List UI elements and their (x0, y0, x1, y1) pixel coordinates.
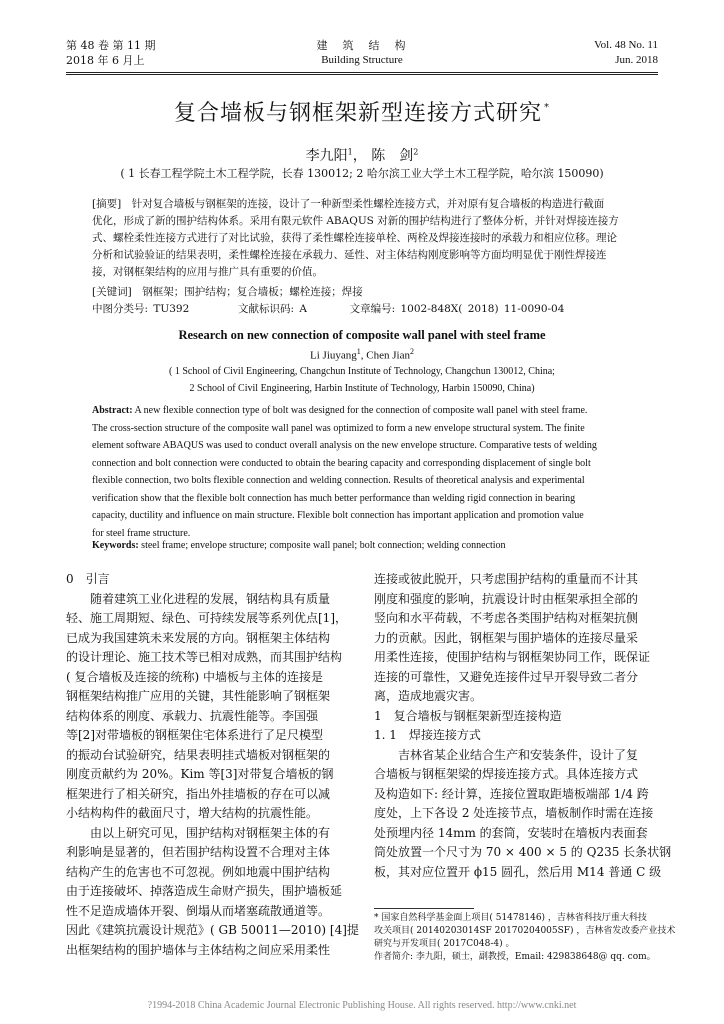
body-line: 轻、施工周期短、绿色、可持续发展等系列优点[1]， (66, 611, 348, 625)
author-1: 李九阳 (305, 148, 348, 164)
body-line: 小结构构件的截面尺寸，增大结构的抗震性能。 (66, 806, 319, 820)
abstract-en-line: for steel frame structure. (92, 527, 191, 539)
body-left-column (66, 570, 359, 960)
body-line: 因此《建筑抗震设计规范》( GB 50011—2010) [4]提 (66, 923, 359, 937)
body-line: 性不足造成墙体开裂、倒塌从而堵塞疏散通道等。 (66, 903, 331, 918)
body-line: 由以上研究可见，围护结构对钢框架主体的有 (90, 825, 331, 840)
abstract-en-line: A new flexible connection type of bolt was designed for the connection of composite wall panel with steel frame. (132, 405, 588, 416)
abstract-cn-line: 分析和试验验证的结果表明，柔性螺栓连接在承载力、延性、对主体结构刚度影响等方面均明显优于刚性焊接连 (92, 249, 607, 261)
abstract-cn-line: 式、螺栓柔性连接方式进行了对比试验，获得了柔性螺栓连接单栓、两栓及焊接连接时的承载力和相应位移。理论 (92, 232, 617, 244)
body-line: 力的贡献。因此，钢框架与围护墙体的连接尽量采 (374, 630, 639, 645)
section-heading-1: 1 复合墙板与钢框架新型连接构造 (374, 708, 562, 723)
body-line: 离，造成地震灾害。 (374, 689, 483, 703)
journal-en: Building Structure (321, 54, 403, 66)
section-heading-0: 0 引言 (66, 572, 110, 586)
header-rule-2 (66, 74, 658, 75)
body-line: 等[2]对带墙板的钢框架住宅体系进行了足尺模型 (66, 728, 323, 742)
keywords-cn: [关键词] 钢框架；围护结构；复合墙板；螺栓连接；焊接 (92, 286, 363, 298)
document-code: 文献标识码: A (237, 303, 307, 315)
header-rule (66, 72, 658, 73)
volume-en: Vol. 48 No. 11 (594, 39, 658, 51)
body-line: 筒处放置一个尺寸为 70 × 400 × 5 的 Q235 长条状钢 (374, 845, 672, 859)
footnote-line: * 国家自然科学基金面上项目( 51478146) ，吉林省科技厅重大科技 (374, 913, 647, 923)
date-en: Jun. 2018 (615, 54, 658, 66)
section-heading-1-1: 1. 1 焊接连接方式 (374, 728, 481, 742)
body-line: 的振动台试验研究，结果表明挂式墙板对钢框架的 (66, 747, 331, 762)
footnote-line: 作者简介: 李九阳，硕士，副教授，Email: 429838648@ qq. com。 (374, 952, 656, 962)
author-en-1: Li Jiuyang (310, 349, 357, 362)
abstract-en-line: verification show that the flexible bolt connection has much better performance than welding rigid connection in bearing (92, 492, 576, 504)
abstract-en-line: connection and bolt connection were conducted to obtain the bearing capacity and corresponding displacement of single bolt (92, 457, 591, 469)
footnote-line: 研究与开发项目( 2017C048-4) 。 (374, 939, 515, 949)
author-en-2: Chen Jian (366, 349, 410, 362)
abstract-en-line: The cross-section structure of the composite wall panel was optimized to form a new envelope structural system. The finite (92, 422, 585, 434)
body-line: 由于连接破坏、掉落造成生命财产损失，围护墙板延 (66, 884, 343, 898)
body-line: 合墙板与钢框架梁的焊接连接方式。具体连接方式 (374, 767, 639, 781)
abstract-en-line: element software ABAQUS was used to conduct overall analysis on the new envelope structure. Comparative tests of welding (92, 440, 597, 451)
abstract-en-line: capacity, ductility and influence on main structure. Flexible bolt connection has important application and promotion value (92, 510, 584, 521)
body-line: 板，其对应位置开 ϕ15 圆孔，然后用 M14 普通 C 级 (374, 864, 662, 879)
author-sep: ， (352, 148, 367, 164)
classification (92, 301, 564, 316)
authors-en: Li Jiuyang$^1$, Chen Jian$^2$ (310, 347, 414, 362)
body-line: 连接的可靠性，又避免连接件过早开裂导致二者分 (374, 669, 639, 684)
abstract-cn (92, 196, 640, 281)
volume-cn: 第 48 卷 第 11 期 (66, 39, 156, 52)
body-line: 已成为我国建筑未来发展的方向。钢框架主体结构 (66, 630, 331, 645)
title-footnote-mark: * (544, 102, 550, 113)
affiliation-cn: ( 1 长春工程学院土木工程学院，长春 130012; 2 哈尔滨工业大学土木工程学院，哈尔滨 150090) (120, 167, 604, 180)
abstract-cn-line: 优化，形成了新的围护结构体系。采用有限元软件 ABAQUS 对新的围护结构进行了整体分析，并针对焊接连接方 (92, 215, 619, 227)
keywords-en (92, 540, 506, 551)
body-line: 刚度贡献约为 20%。Kim 等[3]对带复合墙板的钢 (66, 767, 334, 781)
affiliation-en-2: 2 School of Civil Engineering, Harbin Institute of Technology, Harbin 150090, China) (189, 383, 535, 394)
footnote-line: 攻关项目( 20140203014SF 20170204005SF) ，吉林省发改委产业技术 (374, 926, 676, 936)
body-line: 连接或彼此脱开，只考虑围护结构的重量而不计其 (374, 572, 639, 586)
body-line: 出框架结构的围护墙体与主体结构之间应采用柔性 (66, 942, 331, 957)
keywords-en-label: Keywords: (92, 540, 139, 551)
body-line: 及构造如下: 经计算，连接位置取距墙板端部 1/4 跨 (374, 786, 649, 801)
title-cn: 复合墙板与钢框架新型连接方式研究 (173, 101, 542, 126)
body-line: 竖向和水平荷载，不考虑各类围护结构对框架抗侧 (374, 611, 639, 625)
body-line: 利影响是显著的，但若围护结构设置不合理对主体 (66, 845, 331, 859)
body-line: ( 复合墙板及连接的统称) 中墙板与主体的连接是 (66, 669, 323, 684)
header-right (594, 38, 658, 68)
journal-cn: 建 筑 结 构 (316, 39, 408, 52)
paper-title (0, 96, 724, 127)
footnote-rule (374, 908, 474, 909)
body-line: 随着建筑工业化进程的发展，钢结构具有质量 (90, 591, 331, 606)
affiliation-en-1: ( 1 School of Civil Engineering, Changchun Institute of Technology, Changchun 130012, China; (169, 366, 555, 377)
body-line: 结构体系的刚度、承载力、抗震性能等。李国强 (66, 708, 319, 723)
date-cn: 2018 年 6 月上 (66, 54, 145, 67)
copyright-footer: ?1994-2018 China Academic Journal Electronic Publishing House. All rights reserved. http://www.cnki.net (147, 1000, 577, 1011)
author-2: 陈 剑 (371, 148, 414, 164)
title-en: Research on new connection of composite wall panel with steel frame (178, 328, 546, 342)
author-1-sup: 1 (347, 147, 353, 157)
abstract-cn-line: 接，对钢框架结构的应用与推广具有重要的价值。 (92, 266, 323, 278)
clc-number: 中图分类号: TU392 (92, 303, 190, 315)
body-line: 度处，上下各设 2 处连接节点，墙板制作时需在连接 (374, 806, 654, 820)
author-2-sup: 2 (413, 147, 419, 157)
body-line: 框架进行了相关研究，指出外挂墙板的存在可以减 (66, 786, 331, 801)
body-line: 处预埋内径 14mm 的套筒，安装时在墙板内表面套 (374, 825, 648, 840)
article-number: 文章编号: 1002-848X( 2018) 11-0090-04 (349, 303, 565, 315)
body-right-column (374, 570, 672, 882)
abstract-en-line: flexible connection, two bolts flexible connection and welding connection. Results of theoretical analysis and experimental (92, 475, 585, 486)
author-en-1-sup: 1 (356, 347, 361, 356)
body-line: 的设计理论、施工技术等已相对成熟，而其围护结构 (66, 650, 343, 664)
body-line: 钢框架结构推广应用的关键，其性能影响了钢框架 (66, 689, 331, 703)
body-line: 吉林省某企业结合生产和安装条件，设计了复 (398, 747, 639, 762)
abstract-en-label: Abstract: (92, 405, 133, 416)
keywords-en-text: steel frame; envelope structure; composite wall panel; bolt connection; welding connection (138, 540, 506, 551)
body-line: 刚度和强度的影响，抗震设计时由框架承担全部的 (374, 591, 639, 606)
body-line: 用柔性连接，使围护结构与钢框架协同工作，既保证 (374, 650, 651, 664)
abstract-cn-line: [摘要] 针对复合墙板与钢框架的连接，设计了一种新型柔性螺栓连接方式，并对原有复合墙板的构造进行截面 (92, 198, 605, 210)
footnotes (374, 912, 676, 964)
abstract-en (92, 402, 632, 542)
author-en-2-sup: 2 (409, 347, 414, 356)
body-line: 结构产生的危害也不可忽视。例如地震中围护结构 (66, 864, 331, 879)
authors-cn (0, 145, 724, 165)
